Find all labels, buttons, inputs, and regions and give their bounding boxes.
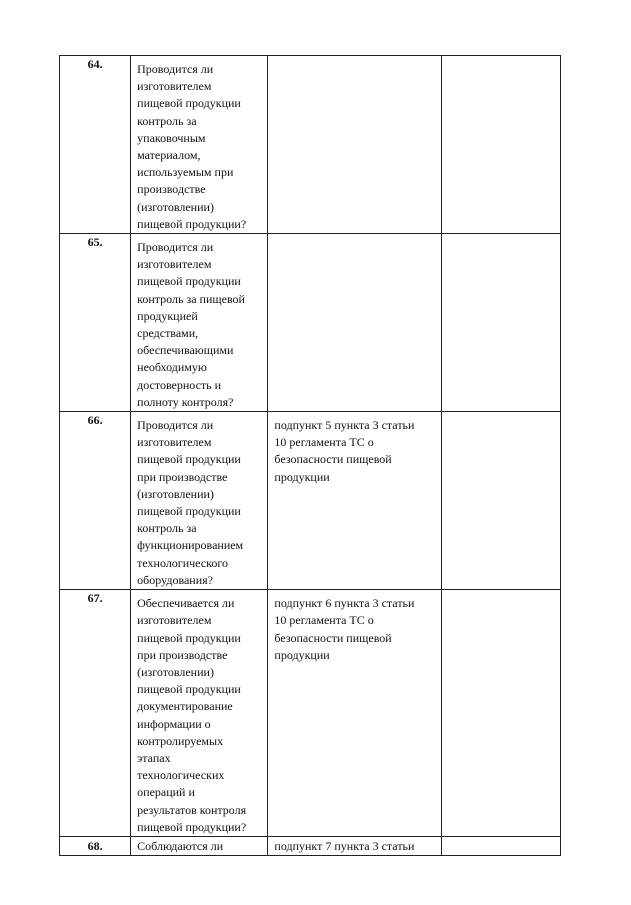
cell-text-line: изготовителем (137, 613, 212, 628)
row-number: 67. (60, 590, 131, 837)
cell-text-line: Проводится ли (137, 418, 214, 433)
cell-text-line: (изготовлении) (137, 199, 214, 214)
row-number: 64. (60, 56, 131, 234)
cell-text-line: пищевой продукции (137, 630, 241, 645)
cell-text-line: используемым при (137, 165, 234, 180)
cell-text-line: (изготовлении) (137, 486, 214, 501)
cell-text-line: пищевой продукции? (137, 216, 247, 231)
table-row (60, 56, 561, 234)
requirement-question (131, 836, 268, 855)
cell-text-line: полноту контроля? (137, 394, 234, 409)
legal-reference (268, 234, 441, 412)
cell-text-line: Обеспечивается ли (137, 596, 235, 611)
cell-text-line: Соблюдаются ли (137, 838, 224, 853)
cell-text-line: изготовителем (137, 79, 212, 94)
requirement-question (131, 590, 268, 837)
cell-text-line: безопасности пищевой (274, 630, 392, 645)
legal-reference (268, 836, 441, 855)
cell-text-line: пищевой продукции? (137, 819, 247, 834)
cell-text-line: подпункт 7 пункта 3 статьи (274, 838, 415, 853)
cell-text-line: продукции (274, 647, 330, 662)
table-row (60, 412, 561, 590)
cell-text-line: подпункт 5 пункта 3 статьи (274, 418, 415, 433)
cell-text-line: пищевой продукции (137, 452, 241, 467)
row-number: 68. (60, 836, 131, 855)
cell-text-line: этапах (137, 750, 171, 765)
legal-reference (268, 412, 441, 590)
cell-text-line: при производстве (137, 469, 228, 484)
table-row (60, 590, 561, 837)
cell-text-line: пищевой продукции (137, 274, 241, 289)
cell-text-line: средствами, (137, 326, 199, 341)
row-number: 65. (60, 234, 131, 412)
checklist-table (59, 55, 561, 856)
cell-text-line: Проводится ли (137, 240, 214, 255)
cell-text-line: информации о (137, 716, 211, 731)
cell-text-line: контроль за (137, 113, 197, 128)
cell-text-line: достоверность и (137, 377, 222, 392)
cell-text-line: документирование (137, 699, 233, 714)
cell-text-line: продукции (274, 469, 330, 484)
cell-text-line: пищевой продукции (137, 682, 241, 697)
cell-text-line: пищевой продукции (137, 504, 241, 519)
cell-text-line: функционированием (137, 538, 244, 553)
cell-text-line: материалом, (137, 148, 201, 163)
checklist-body (60, 56, 561, 856)
requirement-question (131, 56, 268, 234)
requirement-question (131, 234, 268, 412)
cell-text-line: технологического (137, 555, 228, 570)
notes-cell (441, 412, 560, 590)
cell-text-line: контроль за (137, 521, 197, 536)
row-number: 66. (60, 412, 131, 590)
cell-text-line: (изготовлении) (137, 664, 214, 679)
cell-text-line: технологических (137, 768, 225, 783)
cell-text-line: производстве (137, 182, 206, 197)
table-row (60, 234, 561, 412)
cell-text-line: 10 регламента ТС о (274, 613, 374, 628)
notes-cell (441, 590, 560, 837)
notes-cell (441, 836, 560, 855)
legal-reference (268, 590, 441, 837)
cell-text-line: безопасности пищевой (274, 452, 392, 467)
cell-text-line: контроль за пищевой (137, 291, 245, 306)
cell-text-line: обеспечивающими (137, 343, 234, 358)
cell-text-line: оборудования? (137, 572, 213, 587)
cell-text-line: пищевой продукции (137, 96, 241, 111)
cell-text-line: операций и (137, 785, 195, 800)
cell-text-line: необходимую (137, 360, 207, 375)
cell-text-line: изготовителем (137, 257, 212, 272)
notes-cell (441, 234, 560, 412)
cell-text-line: Проводится ли (137, 62, 214, 76)
cell-text-line: при производстве (137, 647, 228, 662)
cell-text-line: результатов контроля (137, 802, 247, 817)
cell-text-line: 10 регламента ТС о (274, 435, 374, 450)
cell-text-line: изготовителем (137, 435, 212, 450)
cell-text-line: контролируемых (137, 733, 224, 748)
requirement-question (131, 412, 268, 590)
cell-text-line: подпункт 6 пункта 3 статьи (274, 596, 415, 611)
cell-text-line: упаковочным (137, 130, 206, 145)
legal-reference (268, 56, 441, 234)
notes-cell (441, 56, 560, 234)
table-row (60, 836, 561, 855)
cell-text-line: продукцией (137, 308, 198, 323)
